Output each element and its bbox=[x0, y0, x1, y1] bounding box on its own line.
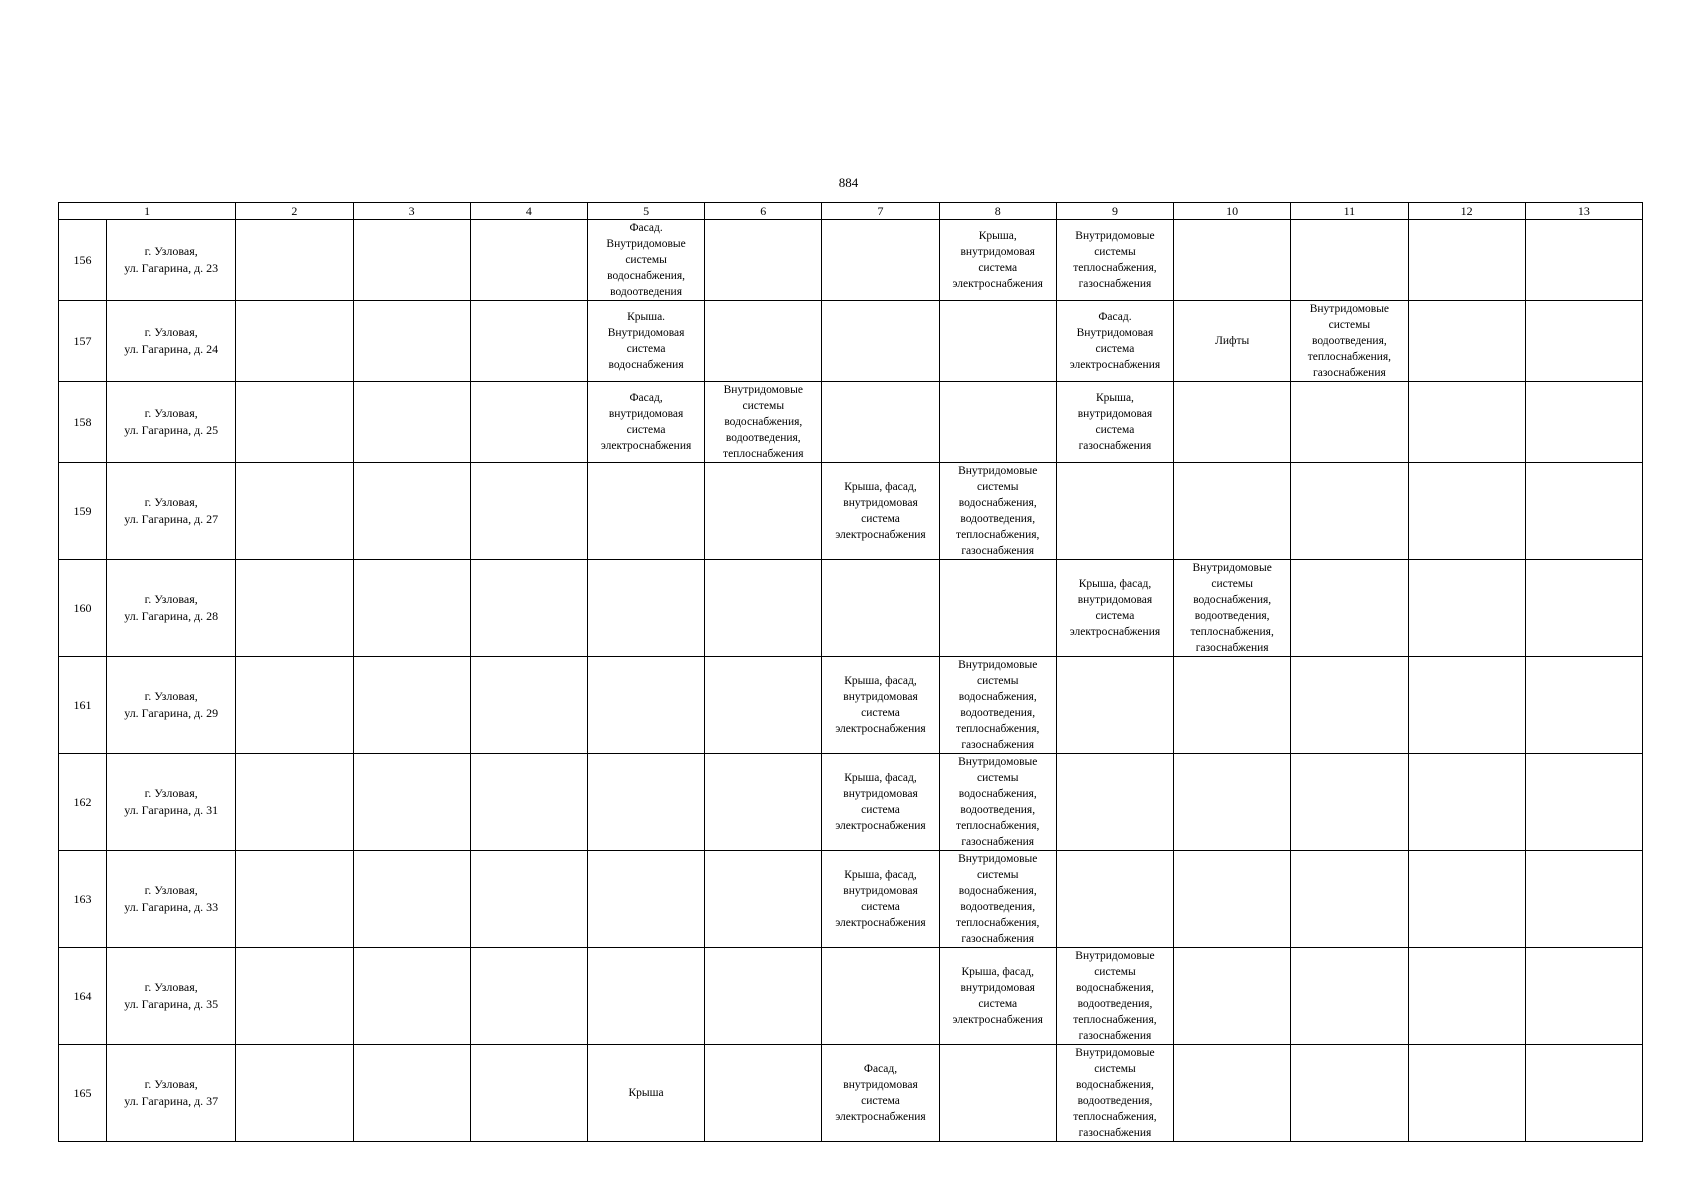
work-cell-col-11 bbox=[1291, 754, 1408, 851]
work-cell-text: Крыша, фасад, внутридомовая система электроснабжения bbox=[1069, 578, 1161, 638]
work-cell-text: Крыша, внутридомовая система электроснабжения bbox=[952, 230, 1043, 290]
work-cell-col-10 bbox=[1174, 1045, 1291, 1142]
work-cell-text: Крыша, фасад, внутридомовая система электроснабжения bbox=[952, 966, 1043, 1026]
work-cell-col-13 bbox=[1525, 851, 1642, 948]
work-cell-col-3 bbox=[353, 560, 470, 657]
table-row bbox=[59, 851, 1643, 948]
work-cell-col-7 bbox=[822, 463, 939, 560]
work-cell-col-8 bbox=[939, 382, 1056, 463]
work-cell-col-5 bbox=[587, 560, 704, 657]
work-cell-col-2 bbox=[236, 301, 353, 382]
address-cell bbox=[107, 220, 236, 301]
work-cell-col-3 bbox=[353, 1045, 470, 1142]
table-row bbox=[59, 657, 1643, 754]
work-cell-col-8 bbox=[939, 948, 1056, 1045]
work-cell-col-13 bbox=[1525, 948, 1642, 1045]
work-cell-col-10 bbox=[1174, 754, 1291, 851]
work-cell-col-6 bbox=[705, 301, 822, 382]
address-cell bbox=[107, 560, 236, 657]
work-cell-col-11 bbox=[1291, 657, 1408, 754]
work-cell-col-5 bbox=[587, 1045, 704, 1142]
row-number: 163 bbox=[59, 851, 107, 948]
work-cell-text: Фасад, внутридомовая система электроснабжения bbox=[600, 392, 692, 452]
address-cell bbox=[107, 754, 236, 851]
address-text: г. Узловая, ул. Гагарина, д. 33 bbox=[124, 883, 219, 914]
work-cell-col-5 bbox=[587, 948, 704, 1045]
work-cell-col-3 bbox=[353, 220, 470, 301]
work-cell-text: Фасад. Внутридомовые системы водоснабжения, водоотведения bbox=[606, 222, 686, 298]
work-cell-col-5 bbox=[587, 754, 704, 851]
column-header: 9 bbox=[1056, 203, 1173, 220]
work-cell-text: Крыша, фасад, внутридомовая система электроснабжения bbox=[835, 772, 926, 832]
work-cell-col-12 bbox=[1408, 382, 1525, 463]
work-cell-col-8 bbox=[939, 560, 1056, 657]
work-cell-col-8 bbox=[939, 301, 1056, 382]
work-cell-col-6 bbox=[705, 382, 822, 463]
work-cell-col-13 bbox=[1525, 657, 1642, 754]
work-cell-col-12 bbox=[1408, 220, 1525, 301]
address-text: г. Узловая, ул. Гагарина, д. 25 bbox=[124, 406, 219, 437]
work-cell-col-4 bbox=[470, 463, 587, 560]
work-cell-col-9 bbox=[1056, 754, 1173, 851]
work-cell-col-10 bbox=[1174, 657, 1291, 754]
work-cell-col-12 bbox=[1408, 851, 1525, 948]
address-text: г. Узловая, ул. Гагарина, д. 23 bbox=[124, 244, 219, 275]
row-number: 158 bbox=[59, 382, 107, 463]
work-cell-text: Внутридомовые системы водоснабжения, водоотведения, теплоснабжения bbox=[723, 384, 804, 460]
work-cell-col-10 bbox=[1174, 220, 1291, 301]
address-cell bbox=[107, 463, 236, 560]
work-cell-text: Внутридомовые системы водоснабжения, водоотведения, теплоснабжения, газоснабжения bbox=[1190, 562, 1274, 654]
work-cell-text: Внутридомовые системы водоснабжения, водоотведения, теплоснабжения, газоснабжения bbox=[1073, 950, 1157, 1042]
work-cell-col-9 bbox=[1056, 220, 1173, 301]
work-cell-col-11 bbox=[1291, 463, 1408, 560]
work-cell-col-5 bbox=[587, 851, 704, 948]
work-cell-col-3 bbox=[353, 382, 470, 463]
work-cell-text: Крыша, фасад, внутридомовая система электроснабжения bbox=[835, 481, 926, 541]
work-cell-col-4 bbox=[470, 754, 587, 851]
work-cell-col-5 bbox=[587, 657, 704, 754]
address-text: г. Узловая, ул. Гагарина, д. 29 bbox=[124, 689, 219, 720]
work-cell-col-3 bbox=[353, 754, 470, 851]
work-cell-col-3 bbox=[353, 948, 470, 1045]
work-cell-col-13 bbox=[1525, 560, 1642, 657]
table-row bbox=[59, 754, 1643, 851]
table-row bbox=[59, 463, 1643, 560]
work-cell-col-9 bbox=[1056, 463, 1173, 560]
work-cell-col-7 bbox=[822, 754, 939, 851]
address-cell bbox=[107, 1045, 236, 1142]
work-cell-col-8 bbox=[939, 657, 1056, 754]
work-cell-col-13 bbox=[1525, 754, 1642, 851]
column-header: 3 bbox=[353, 203, 470, 220]
work-cell-col-2 bbox=[236, 1045, 353, 1142]
work-cell-col-3 bbox=[353, 851, 470, 948]
work-cell-text: Крыша, фасад, внутридомовая система электроснабжения bbox=[835, 869, 926, 929]
work-cell-col-9 bbox=[1056, 657, 1173, 754]
work-cell-col-7 bbox=[822, 220, 939, 301]
row-number: 160 bbox=[59, 560, 107, 657]
work-cell-text: Внутридомовые системы водоотведения, теплоснабжения, газоснабжения bbox=[1307, 303, 1392, 379]
work-cell-col-10 bbox=[1174, 382, 1291, 463]
work-cell-col-13 bbox=[1525, 220, 1642, 301]
work-cell-col-10 bbox=[1174, 948, 1291, 1045]
work-cell-col-6 bbox=[705, 560, 822, 657]
work-cell-col-2 bbox=[236, 948, 353, 1045]
work-cell-col-10 bbox=[1174, 851, 1291, 948]
work-cell-col-2 bbox=[236, 382, 353, 463]
work-cell-col-8 bbox=[939, 754, 1056, 851]
work-cell-text: Внутридомовые системы водоснабжения, водоотведения, теплоснабжения, газоснабжения bbox=[956, 465, 1040, 557]
work-cell-col-12 bbox=[1408, 560, 1525, 657]
work-cell-col-13 bbox=[1525, 463, 1642, 560]
column-number-header-row bbox=[59, 203, 1643, 220]
column-header: 5 bbox=[587, 203, 704, 220]
work-cell-col-9 bbox=[1056, 948, 1173, 1045]
column-header: 8 bbox=[939, 203, 1056, 220]
row-number: 164 bbox=[59, 948, 107, 1045]
work-cell-col-11 bbox=[1291, 560, 1408, 657]
work-cell-col-5 bbox=[587, 301, 704, 382]
column-header: 11 bbox=[1291, 203, 1408, 220]
column-header: 2 bbox=[236, 203, 353, 220]
column-header: 1 bbox=[59, 203, 236, 220]
work-cell-col-4 bbox=[470, 851, 587, 948]
work-cell-col-3 bbox=[353, 657, 470, 754]
work-cell-col-11 bbox=[1291, 382, 1408, 463]
work-cell-col-10 bbox=[1174, 463, 1291, 560]
work-cell-col-12 bbox=[1408, 463, 1525, 560]
work-cell-col-4 bbox=[470, 1045, 587, 1142]
address-cell bbox=[107, 301, 236, 382]
work-cell-col-4 bbox=[470, 657, 587, 754]
table-row bbox=[59, 382, 1643, 463]
work-cell-col-2 bbox=[236, 657, 353, 754]
work-cell-col-7 bbox=[822, 301, 939, 382]
work-cell-col-6 bbox=[705, 851, 822, 948]
row-number: 162 bbox=[59, 754, 107, 851]
work-cell-col-7 bbox=[822, 851, 939, 948]
work-schedule-table bbox=[58, 202, 1643, 1142]
column-header: 10 bbox=[1174, 203, 1291, 220]
work-cell-col-3 bbox=[353, 463, 470, 560]
table-row bbox=[59, 301, 1643, 382]
work-cell-text: Крыша, фасад, внутридомовая система электроснабжения bbox=[835, 675, 926, 735]
work-cell-col-7 bbox=[822, 948, 939, 1045]
address-cell bbox=[107, 851, 236, 948]
work-cell-col-5 bbox=[587, 382, 704, 463]
work-cell-text: Внутридомовые системы теплоснабжения, газоснабжения bbox=[1073, 230, 1157, 290]
work-cell-col-8 bbox=[939, 1045, 1056, 1142]
work-cell-col-9 bbox=[1056, 560, 1173, 657]
work-cell-text: Крыша bbox=[628, 1087, 664, 1099]
work-cell-text: Внутридомовые системы водоснабжения, водоотведения, теплоснабжения, газоснабжения bbox=[1073, 1047, 1157, 1139]
column-header: 12 bbox=[1408, 203, 1525, 220]
page-number: 884 bbox=[838, 175, 859, 190]
work-cell-text: Внутридомовые системы водоснабжения, водоотведения, теплоснабжения, газоснабжения bbox=[956, 756, 1040, 848]
column-header: 6 bbox=[705, 203, 822, 220]
work-cell-text: Крыша. Внутридомовая система водоснабжения bbox=[607, 311, 685, 371]
table-row bbox=[59, 220, 1643, 301]
row-number: 165 bbox=[59, 1045, 107, 1142]
work-cell-col-5 bbox=[587, 463, 704, 560]
address-text: г. Узловая, ул. Гагарина, д. 31 bbox=[124, 786, 219, 817]
row-number: 161 bbox=[59, 657, 107, 754]
work-cell-col-9 bbox=[1056, 382, 1173, 463]
address-text: г. Узловая, ул. Гагарина, д. 27 bbox=[124, 495, 219, 526]
work-cell-text: Крыша, внутридомовая система газоснабжения bbox=[1077, 392, 1153, 452]
table-row bbox=[59, 560, 1643, 657]
work-cell-col-11 bbox=[1291, 948, 1408, 1045]
work-cell-col-3 bbox=[353, 301, 470, 382]
work-cell-col-2 bbox=[236, 754, 353, 851]
work-cell-col-8 bbox=[939, 463, 1056, 560]
address-cell bbox=[107, 948, 236, 1045]
work-cell-col-6 bbox=[705, 948, 822, 1045]
column-header: 7 bbox=[822, 203, 939, 220]
row-number: 159 bbox=[59, 463, 107, 560]
work-cell-col-11 bbox=[1291, 851, 1408, 948]
work-cell-col-12 bbox=[1408, 754, 1525, 851]
work-cell-col-10 bbox=[1174, 560, 1291, 657]
work-cell-text: Фасад, внутридомовая система электроснабжения bbox=[835, 1063, 926, 1123]
work-cell-text: Внутридомовые системы водоснабжения, водоотведения, теплоснабжения, газоснабжения bbox=[956, 659, 1040, 751]
work-cell-col-13 bbox=[1525, 301, 1642, 382]
address-text: г. Узловая, ул. Гагарина, д. 24 bbox=[124, 325, 219, 356]
work-cell-col-8 bbox=[939, 220, 1056, 301]
work-cell-col-11 bbox=[1291, 301, 1408, 382]
work-cell-col-6 bbox=[705, 463, 822, 560]
work-cell-col-4 bbox=[470, 948, 587, 1045]
work-cell-col-2 bbox=[236, 463, 353, 560]
address-text: г. Узловая, ул. Гагарина, д. 37 bbox=[124, 1077, 219, 1108]
work-cell-col-11 bbox=[1291, 220, 1408, 301]
work-cell-col-6 bbox=[705, 220, 822, 301]
address-text: г. Узловая, ул. Гагарина, д. 35 bbox=[124, 980, 219, 1011]
work-cell-col-10 bbox=[1174, 301, 1291, 382]
work-cell-col-6 bbox=[705, 657, 822, 754]
address-text: г. Узловая, ул. Гагарина, д. 28 bbox=[124, 592, 219, 623]
work-cell-col-12 bbox=[1408, 1045, 1525, 1142]
work-cell-col-9 bbox=[1056, 1045, 1173, 1142]
work-cell-col-7 bbox=[822, 657, 939, 754]
work-cell-col-13 bbox=[1525, 382, 1642, 463]
work-cell-text: Лифты bbox=[1215, 335, 1250, 347]
work-cell-col-5 bbox=[587, 220, 704, 301]
row-number: 157 bbox=[59, 301, 107, 382]
work-cell-col-12 bbox=[1408, 657, 1525, 754]
table-row bbox=[59, 948, 1643, 1045]
work-cell-col-6 bbox=[705, 754, 822, 851]
work-cell-col-13 bbox=[1525, 1045, 1642, 1142]
address-cell bbox=[107, 657, 236, 754]
work-cell-col-4 bbox=[470, 560, 587, 657]
column-header: 4 bbox=[470, 203, 587, 220]
work-cell-col-12 bbox=[1408, 948, 1525, 1045]
work-cell-col-8 bbox=[939, 851, 1056, 948]
work-cell-col-7 bbox=[822, 382, 939, 463]
work-cell-col-2 bbox=[236, 220, 353, 301]
address-cell bbox=[107, 382, 236, 463]
work-cell-col-6 bbox=[705, 1045, 822, 1142]
table-row bbox=[59, 1045, 1643, 1142]
work-cell-col-2 bbox=[236, 560, 353, 657]
work-cell-col-9 bbox=[1056, 851, 1173, 948]
work-cell-text: Фасад. Внутридомовая система электроснабжения bbox=[1069, 311, 1161, 371]
work-cell-col-7 bbox=[822, 560, 939, 657]
work-cell-col-12 bbox=[1408, 301, 1525, 382]
work-cell-col-4 bbox=[470, 220, 587, 301]
work-cell-col-7 bbox=[822, 1045, 939, 1142]
work-cell-col-4 bbox=[470, 301, 587, 382]
work-cell-col-9 bbox=[1056, 301, 1173, 382]
row-number: 156 bbox=[59, 220, 107, 301]
column-header: 13 bbox=[1525, 203, 1642, 220]
work-cell-col-11 bbox=[1291, 1045, 1408, 1142]
work-cell-text: Внутридомовые системы водоснабжения, водоотведения, теплоснабжения, газоснабжения bbox=[956, 853, 1040, 945]
work-cell-col-2 bbox=[236, 851, 353, 948]
work-cell-col-4 bbox=[470, 382, 587, 463]
